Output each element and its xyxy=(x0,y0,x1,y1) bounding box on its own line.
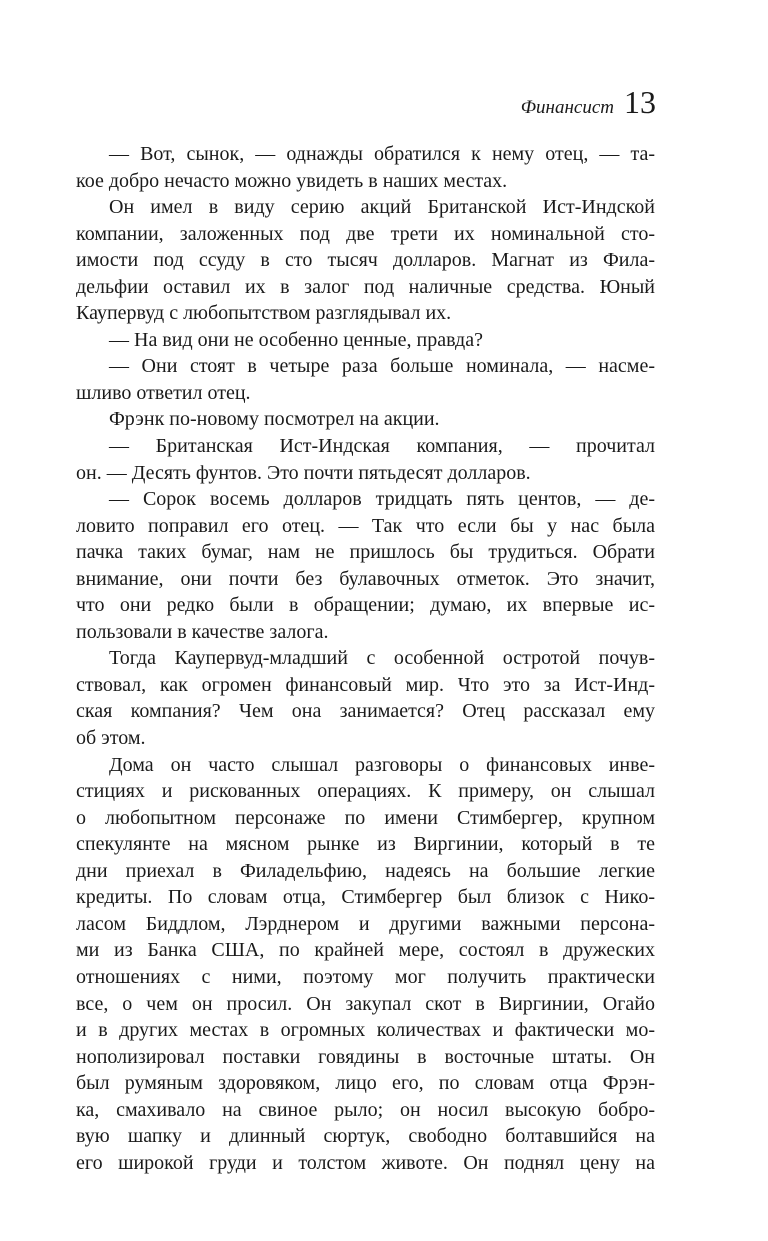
text-line: отношениях с ними, поэтому мог получить практически xyxy=(76,965,655,988)
text-line: дельфии оставил их в залог под наличные средства. Юный xyxy=(76,275,655,298)
page-number: 13 xyxy=(624,84,656,120)
text-line: внимание, они почти без булавочных отметок. Это значит, xyxy=(76,567,655,590)
page-body-text xyxy=(76,141,655,1176)
text-line: спекулянте на мясном рынке из Виргинии, который в те xyxy=(76,833,655,856)
text-line: и в других местах в огромных количествах и фактически мо- xyxy=(76,1019,655,1042)
text-line: Дома он часто слышал разговоры о финансовых инве- xyxy=(109,753,655,776)
text-line: ласом Биддлом, Лэрднером и другими важными персона- xyxy=(76,912,655,935)
text-line: был румяным здоровяком, лицо его, по словам отца Фрэн- xyxy=(76,1072,655,1095)
text-line: что они редко были в обращении; думаю, их впервые ис- xyxy=(76,594,655,617)
text-line: дни приехал в Филадельфию, надеясь на большие легкие xyxy=(76,859,655,882)
text-line: компании, заложенных под две трети их номинальной сто- xyxy=(76,222,655,245)
text-line: — На вид они не особенно ценные, правда? xyxy=(109,328,483,351)
text-line: пользовали в качестве залога. xyxy=(76,620,329,643)
running-title: Финансист xyxy=(520,97,614,118)
text-line: — Вот, сынок, — однажды обратился к нему отец, — та- xyxy=(109,143,655,165)
text-line: Он имел в виду серию акций Британской Ист-Индской xyxy=(109,196,655,219)
text-line: о любопытном персонаже по имени Стимбергер, крупном xyxy=(76,806,655,829)
text-line: кое добро нечасто можно увидеть в наших местах. xyxy=(76,169,508,192)
page-header xyxy=(521,84,656,121)
text-line: кредиты. По словам отца, Стимбергер был близок с Нико- xyxy=(76,886,655,909)
text-line: Каупервуд с любопытством разглядывал их. xyxy=(76,302,452,325)
text-line: вую шапку и длинный сюртук, свободно болтавшийся на xyxy=(76,1125,655,1148)
text-line: об этом. xyxy=(76,727,146,750)
text-line: он. — Десять фунтов. Это почти пятьдесят долларов. xyxy=(76,461,531,484)
text-line: ствовал, как огромен финансовый мир. Что это за Ист-Инд- xyxy=(76,673,655,696)
text-line: ми из Банка США, по крайней мере, состоял в дружеских xyxy=(76,939,655,962)
text-line: имости под ссуду в сто тысяч долларов. Магнат из Фила- xyxy=(76,249,655,272)
text-line: его широкой груди и толстом животе. Он поднял цену на xyxy=(76,1151,655,1174)
text-line: ская компания? Чем она занимается? Отец рассказал ему xyxy=(76,700,655,723)
text-line: — Они стоят в четыре раза больше номинала, — насме- xyxy=(109,355,655,378)
text-line: все, о чем он просил. Он закупал скот в Виргинии, Огайо xyxy=(76,992,655,1015)
text-line: ка, смахивало на свиное рыло; он носил высокую бобро- xyxy=(76,1098,655,1121)
text-line: нополизировал поставки говядины в восточные штаты. Он xyxy=(76,1045,655,1068)
text-line: — Британская Ист-Индская компания, — прочитал xyxy=(109,435,655,458)
text-line: стициях и рискованных операциях. К примеру, он слышал xyxy=(76,780,655,803)
text-line: — Сорок восемь долларов тридцать пять центов, — де- xyxy=(109,488,655,511)
text-line: Фрэнк по-новому посмотрел на акции. xyxy=(109,408,440,431)
text-line: пачка таких бумаг, нам не пришлось бы трудиться. Обрати xyxy=(76,541,655,564)
text-line: Тогда Каупервуд-младший с особенной остротой почув- xyxy=(109,647,655,670)
text-line: шливо ответил отец. xyxy=(76,381,251,404)
text-line: ловито поправил его отец. — Так что если бы у нас была xyxy=(76,514,655,537)
